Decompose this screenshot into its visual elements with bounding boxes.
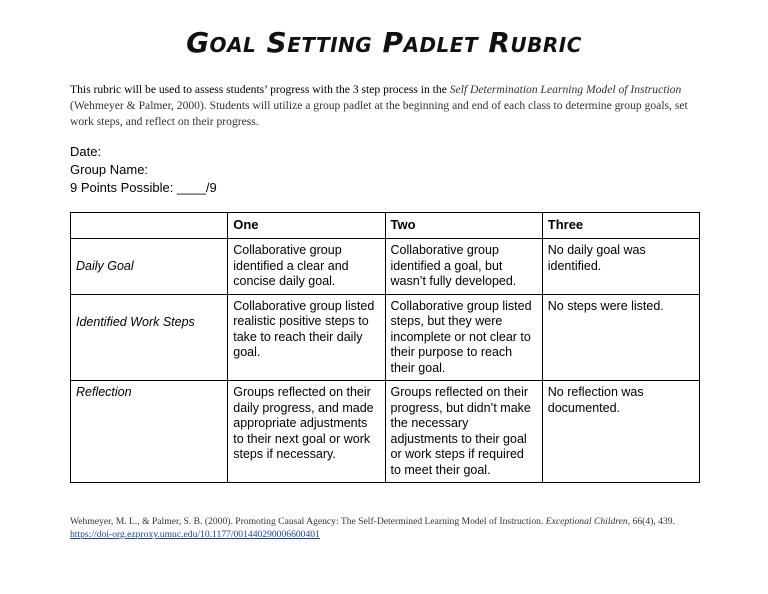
points-field: 9 Points Possible: ____/9 bbox=[70, 180, 217, 195]
cell-two: Collaborative group listed steps, but they were incomplete or not clear to their purpose to reach their goal. bbox=[385, 294, 542, 381]
header-cell-two: Two bbox=[385, 213, 542, 239]
row-label-reflection: Reflection bbox=[71, 381, 228, 483]
meta-fields bbox=[70, 143, 217, 197]
cell-one: Collaborative group identified a clear and concise daily goal. bbox=[228, 239, 385, 295]
cell-three: No daily goal was identified. bbox=[542, 239, 699, 295]
intro-model-title: Self Determination Learning Model of Instruction bbox=[449, 83, 682, 96]
table-row bbox=[71, 239, 700, 295]
citation-doi-link[interactable]: https://doi-org.ezproxy.umuc.edu/10.1177/001440290006600401 bbox=[70, 529, 320, 540]
cell-one: Collaborative group listed realistic positive steps to take to reach their daily goal. bbox=[228, 294, 385, 381]
citation-journal: Exceptional Children bbox=[545, 516, 628, 527]
cell-two: Collaborative group identified a goal, but wasn’t fully developed. bbox=[385, 239, 542, 295]
citation bbox=[70, 515, 710, 541]
table-row bbox=[71, 381, 700, 483]
intro-text-part1: This rubric will be used to assess students’ progress with the 3 step process in the bbox=[70, 83, 450, 96]
cell-one: Groups reflected on their daily progress, and made appropriate adjustments to their next goal or work steps if necessary. bbox=[228, 381, 385, 483]
row-label-daily-goal: Daily Goal bbox=[71, 239, 228, 295]
group-name-field: Group Name: bbox=[70, 162, 149, 177]
cell-three: No steps were listed. bbox=[542, 294, 699, 381]
intro-paragraph bbox=[70, 82, 700, 130]
header-cell-three: Three bbox=[542, 213, 699, 239]
citation-text: Wehmeyer, M. L., & Palmer, S. B. (2000). Promoting Causal Agency: The Self-Determined Learning Model of Instruction. bbox=[70, 516, 546, 527]
date-field: Date: bbox=[70, 144, 102, 159]
table-row bbox=[71, 294, 700, 381]
row-label-work-steps: Identified Work Steps bbox=[71, 294, 228, 381]
citation-tail: , 66(4), 439. bbox=[627, 516, 675, 527]
rubric-table bbox=[70, 212, 700, 483]
cell-two: Groups reflected on their progress, but didn’t make the necessary adjustments to their goal or work steps if required to meet their goal. bbox=[385, 381, 542, 483]
header-cell-one: One bbox=[228, 213, 385, 239]
table-header-row bbox=[71, 213, 700, 239]
page-title: Goal Setting Padlet Rubric bbox=[186, 26, 582, 59]
header-cell-empty bbox=[71, 213, 228, 239]
cell-three: No reflection was documented. bbox=[542, 381, 699, 483]
intro-text-part2: (Wehmeyer & Palmer, 2000). Students will utilize a group padlet at the beginning and end of each class to determine group goals, set work steps, and reflect on their progress. bbox=[70, 99, 688, 128]
